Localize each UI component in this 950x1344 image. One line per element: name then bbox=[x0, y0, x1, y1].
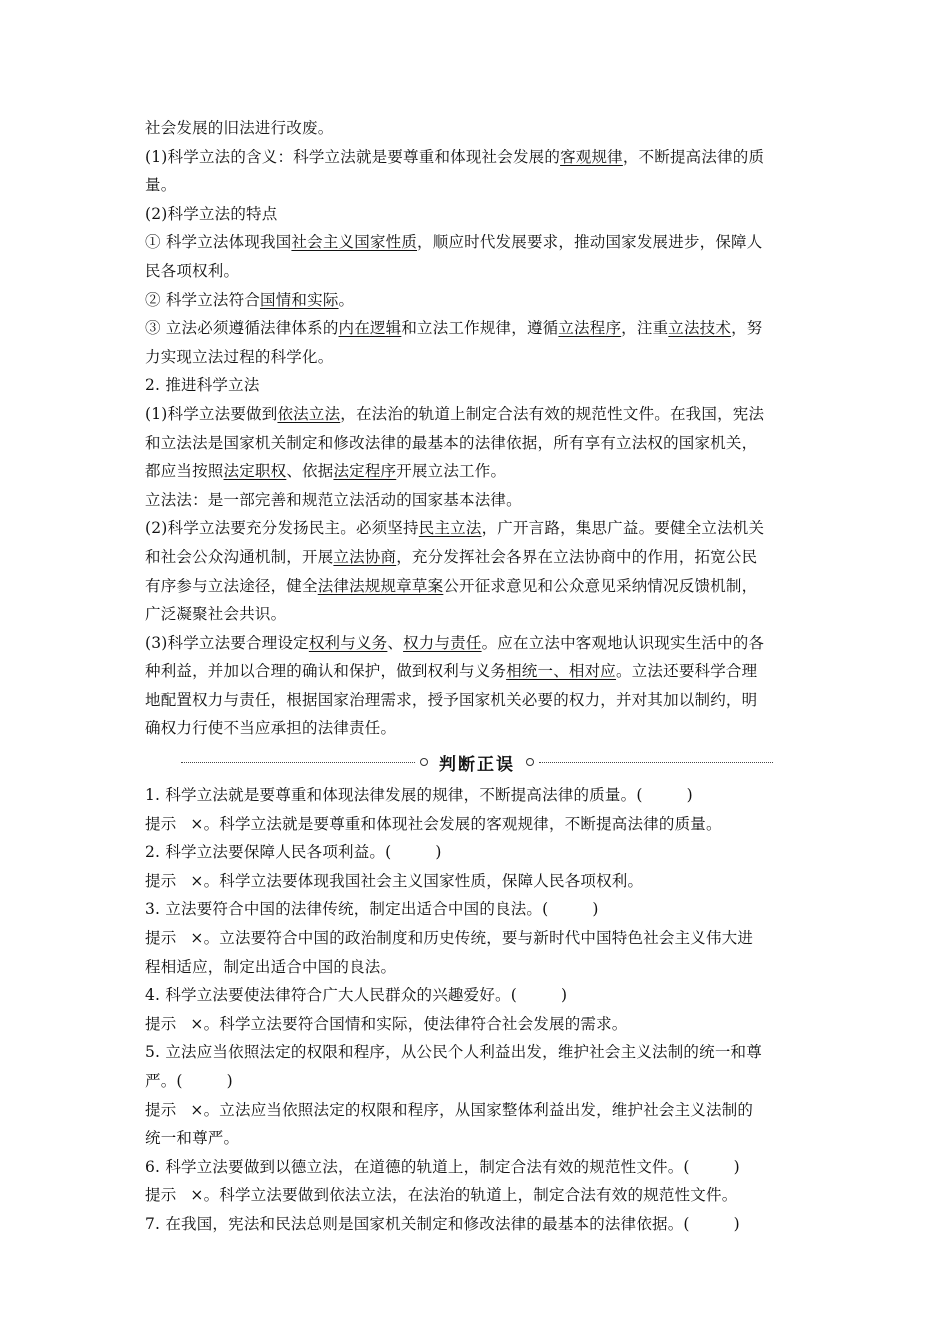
hint-line: 提示 ×。立法要符合中国的政治制度和历史传统，要与新时代中国特色社会主义伟大进 bbox=[145, 924, 809, 953]
text-line: ③ 立法必须遵循法律体系的内在逻辑和立法工作规律，遵循立法程序，注重立法技术，努 bbox=[145, 319, 763, 338]
text-line: 力实现立法过程的科学化。 bbox=[145, 347, 334, 366]
text-line: 社会发展的旧法进行改废。 bbox=[145, 119, 334, 137]
hint-label: 提示 bbox=[145, 814, 177, 833]
text-line: ① 科学立法体现我国社会主义国家性质，顺应时代发展要求，推动国家发展进步，保障人 bbox=[145, 233, 763, 252]
text-line: 都应当按照法定职权、依据法定程序开展立法工作。 bbox=[145, 462, 507, 481]
underlined-key-term: 权力与责任 bbox=[403, 633, 482, 652]
hint-line: 提示 ×。科学立法要符合国情和实际，使法律符合社会发展的需求。 bbox=[145, 1010, 809, 1039]
text-line: 立法法：是一部完善和规范立法活动的国家基本法律。 bbox=[145, 490, 522, 509]
question-item: 3. 立法要符合中国的法律传统，制定出适合中国的良法。( ) bbox=[145, 900, 599, 919]
subheading: 2. 推进科学立法 bbox=[145, 376, 260, 395]
question-item: 7. 在我国，宪法和民法总则是国家机关制定和修改法律的最基本的法律依据。( ) bbox=[145, 1214, 740, 1233]
text-line: (3)科学立法要合理设定权利与义务、权力与责任。应在立法中客观地认识现实生活中的各 bbox=[145, 633, 765, 652]
text-line: 种利益，并加以合理的确认和保护，做到权利与义务相统一、相对应。立法还要科学合理 bbox=[145, 662, 758, 681]
underlined-key-term: 法定程序 bbox=[333, 462, 397, 481]
hint-line: 提示 ×。科学立法要体现我国社会主义国家性质，保障人民各项权利。 bbox=[145, 867, 809, 896]
underlined-key-term: 立法技术 bbox=[668, 319, 732, 338]
text-line: 民各项权利。 bbox=[145, 261, 240, 280]
ring-ornament-icon bbox=[420, 758, 428, 766]
hint-label: 提示 bbox=[145, 1186, 177, 1205]
underlined-key-term: 国情和实际 bbox=[260, 290, 339, 309]
text-line: (1)科学立法要做到依法立法，在法治的轨道上制定合法有效的规范性文件。在我国，宪法 bbox=[145, 404, 765, 423]
text-line: 确权力行使不当应承担的法律责任。 bbox=[145, 719, 397, 738]
section-divider bbox=[145, 745, 809, 779]
section-title: 判断正误 bbox=[439, 754, 515, 775]
underlined-key-term: 民主立法 bbox=[418, 519, 482, 538]
hint-label: 提示 bbox=[145, 929, 177, 948]
underlined-key-term: 立法协商 bbox=[333, 547, 397, 566]
question-item: 1. 科学立法就是要尊重和体现法律发展的规律，不断提高法律的质量。( ) bbox=[145, 786, 693, 805]
text-line: 有序参与立法途径，健全法律法规规章草案公开征求意见和公众意见采纳情况反馈机制， bbox=[145, 576, 758, 595]
hint-line: 提示 ×。科学立法要做到依法立法，在法治的轨道上，制定合法有效的规范性文件。 bbox=[145, 1181, 809, 1210]
text-line: (2)科学立法要充分发扬民主。必须坚持民主立法，广开言路，集思广益。要健全立法机关 bbox=[145, 519, 765, 538]
hint-line: 提示 ×。科学立法就是要尊重和体现社会发展的客观规律，不断提高法律的质量。 bbox=[145, 810, 809, 839]
hint-line: 统一和尊严。 bbox=[145, 1129, 240, 1148]
text-line: (1)科学立法的含义：科学立法就是要尊重和体现社会发展的客观规律，不断提高法律的质 bbox=[145, 147, 765, 166]
text-line: 量。 bbox=[145, 176, 177, 195]
underlined-key-term: 客观规律 bbox=[560, 147, 623, 166]
hint-line: 程相适应，制定出适合中国的良法。 bbox=[145, 957, 397, 976]
hint-line: 提示 ×。立法应当依照法定的权限和程序，从国家整体利益出发，维护社会主义法制的 bbox=[145, 1096, 809, 1125]
dotted-rule-left bbox=[181, 762, 415, 763]
text-line: 广泛凝聚社会共识。 bbox=[145, 605, 287, 624]
underlined-key-term: 法律法规规章草案 bbox=[317, 576, 444, 595]
question-item: 2. 科学立法要保障人民各项利益。( ) bbox=[145, 843, 442, 862]
text-line: 和立法法是国家机关制定和修改法律的最基本的法律依据，所有享有立法权的国家机关， bbox=[145, 433, 758, 452]
question-item: 6. 科学立法要做到以德立法，在道德的轨道上，制定合法有效的规范性文件。( ) bbox=[145, 1157, 740, 1176]
underlined-key-term: 依法立法 bbox=[277, 404, 341, 423]
text-line: 和社会公众沟通机制，开展立法协商，充分发挥社会各界在立法协商中的作用，拓宽公民 bbox=[145, 547, 758, 566]
underlined-key-term: 社会主义国家性质 bbox=[291, 233, 418, 252]
underlined-key-term: 内在逻辑 bbox=[338, 319, 402, 338]
question-item: 严。( ) bbox=[145, 1072, 233, 1090]
subheading: (2)科学立法的特点 bbox=[145, 204, 278, 223]
ring-ornament-icon bbox=[526, 758, 534, 766]
underlined-key-term: 立法程序 bbox=[558, 319, 622, 338]
dotted-rule-right bbox=[539, 762, 773, 763]
document-page bbox=[145, 114, 809, 1239]
underlined-key-term: 法定职权 bbox=[223, 462, 287, 481]
text-line: ② 科学立法符合国情和实际。 bbox=[145, 290, 355, 309]
question-item: 5. 立法应当依照法定的权限和程序，从公民个人利益出发，维护社会主义法制的统一和尊 bbox=[145, 1043, 762, 1062]
hint-label: 提示 bbox=[145, 871, 177, 890]
underlined-key-term: 权利与义务 bbox=[308, 633, 388, 652]
question-item: 4. 科学立法要使法律符合广大人民群众的兴趣爱好。( ) bbox=[145, 986, 568, 1005]
hint-label: 提示 bbox=[145, 1100, 177, 1119]
underlined-key-term: 相统一、相对应 bbox=[506, 662, 617, 681]
text-line: 地配置权力与责任，根据国家治理需求，授予国家机关必要的权力，并对其加以制约，明 bbox=[145, 690, 758, 709]
hint-label: 提示 bbox=[145, 1014, 177, 1033]
